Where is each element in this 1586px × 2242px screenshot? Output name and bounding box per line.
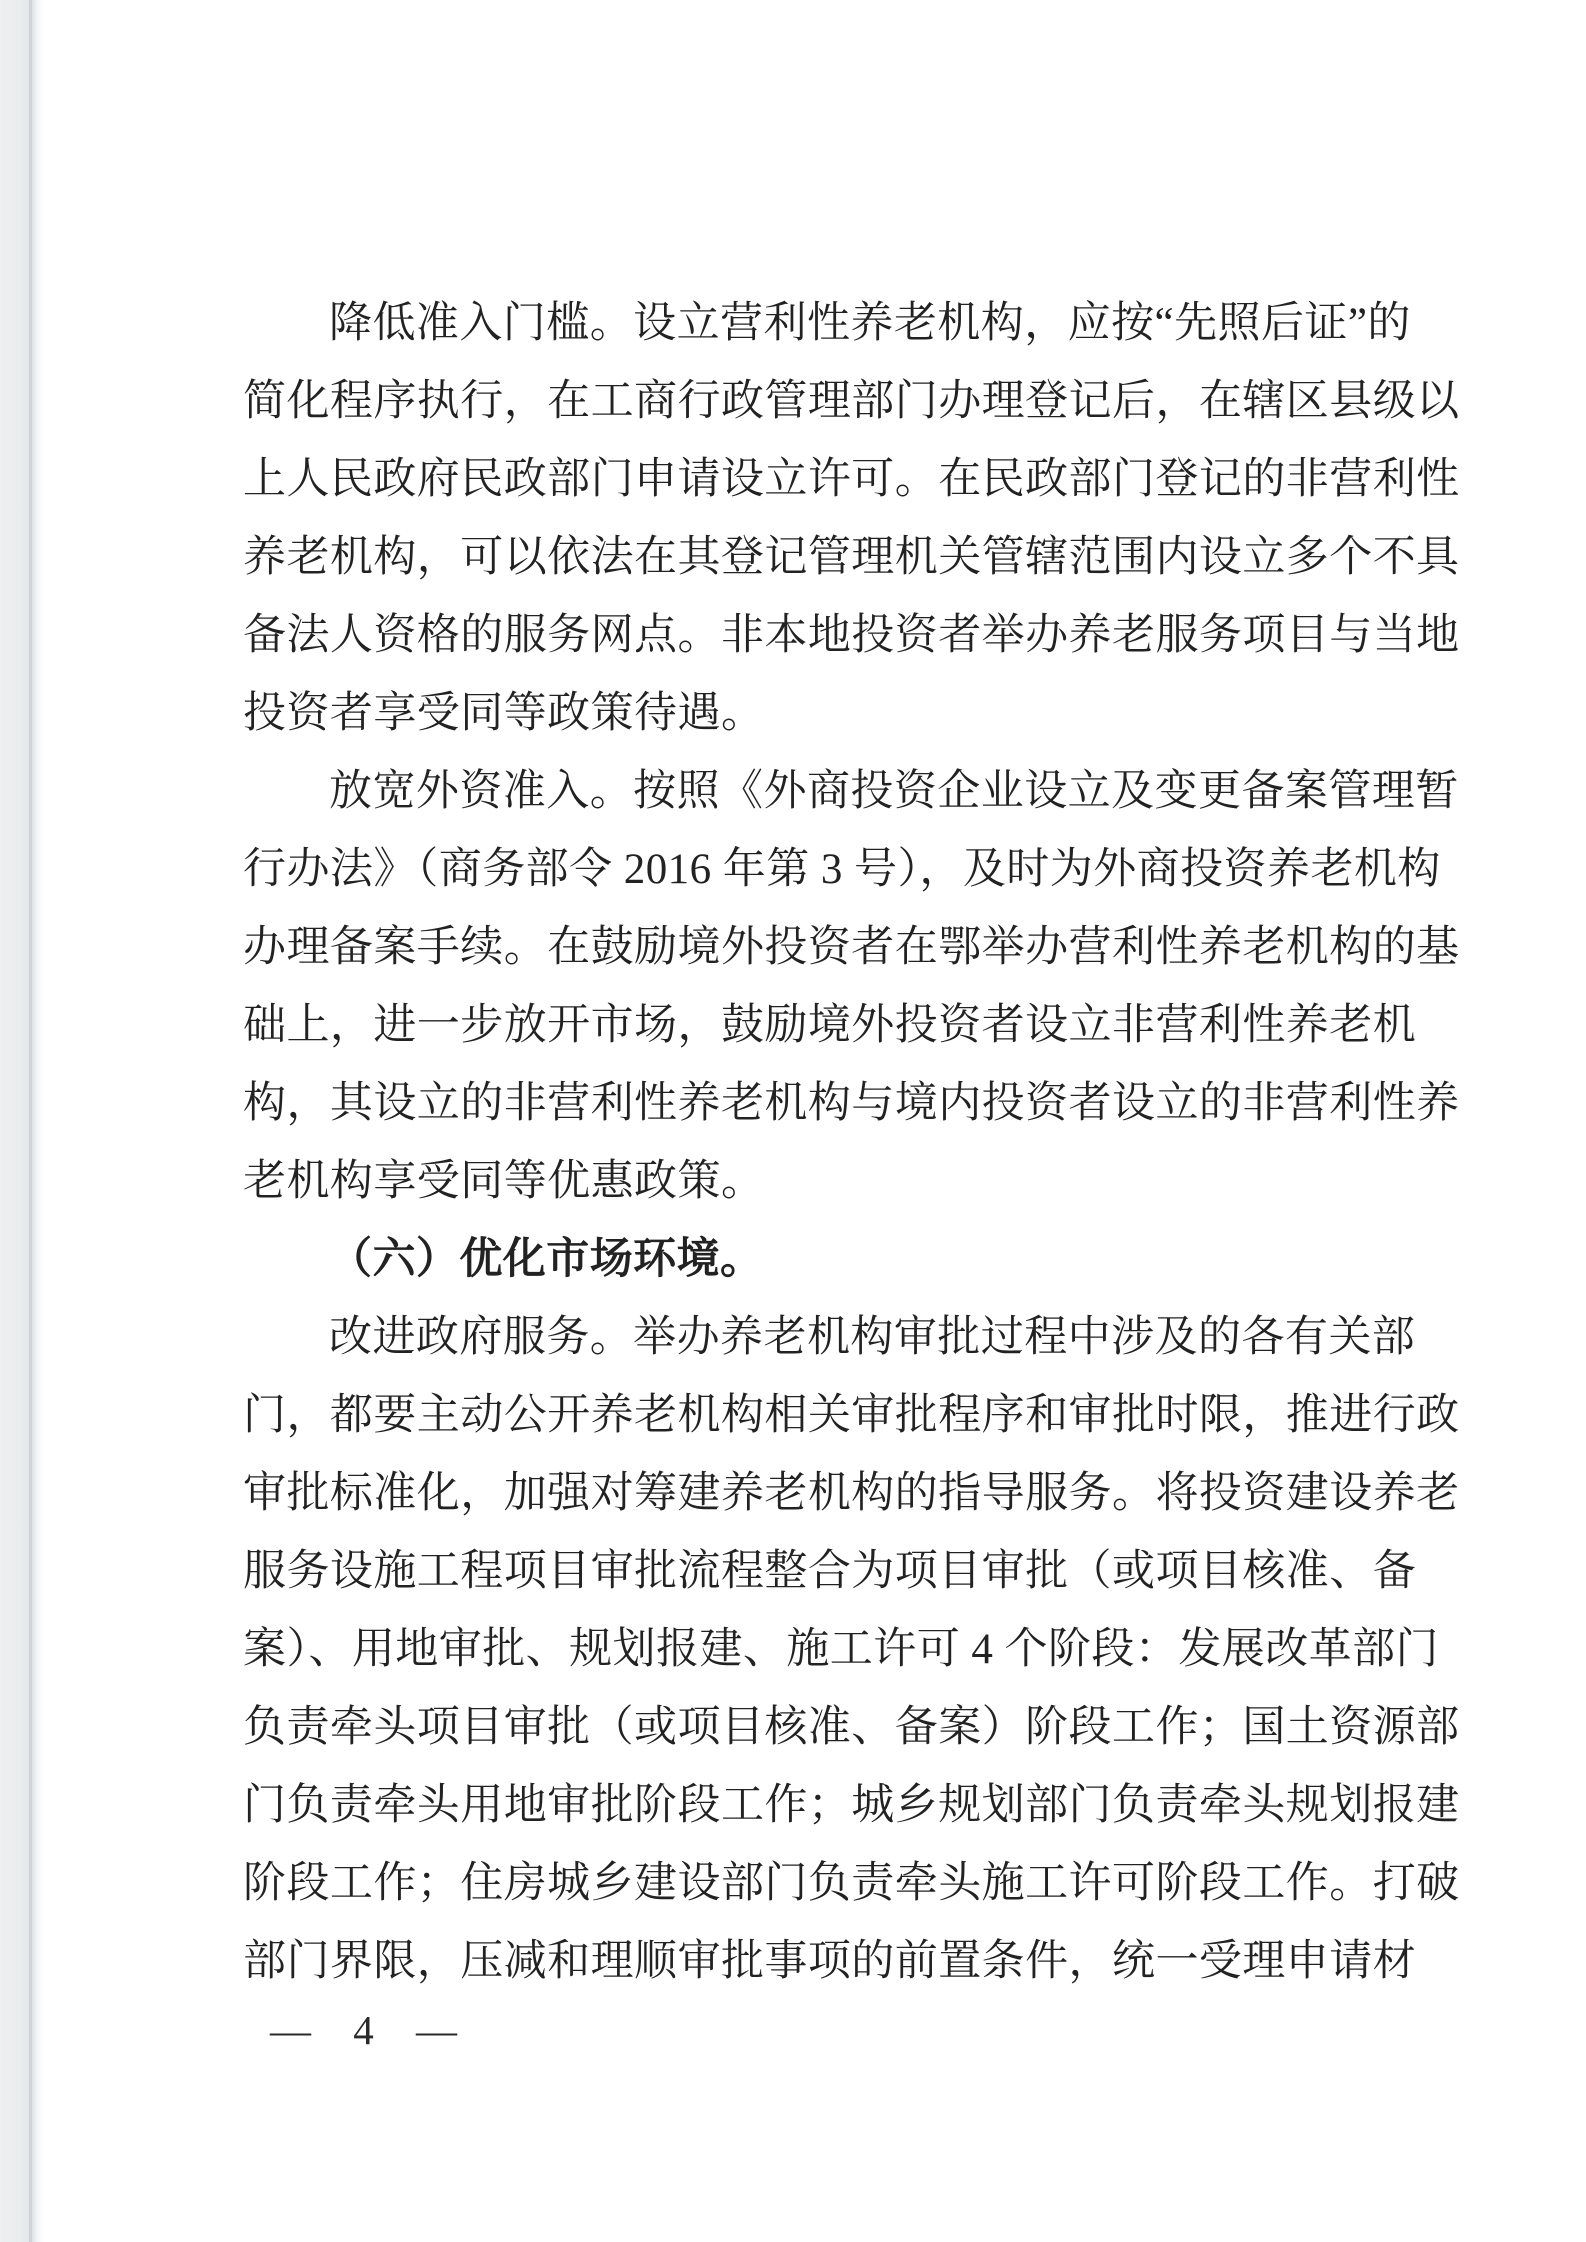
document-body (243, 285, 1460, 2001)
text-line: 服务设施工程项目审批流程整合为项目审批（或项目核准、备 (243, 1548, 1417, 1595)
text-line: 备法人资格的服务网点。非本地投资者举办养老服务项目与当地 (243, 612, 1460, 659)
text-line: 阶段工作；住房城乡建设部门负责牵头施工许可阶段工作。打破 (243, 1860, 1460, 1907)
text-line: 础上，进一步放开市场，鼓励境外投资者设立非营利性养老机 (243, 1002, 1417, 1049)
text-line: 放宽外资准入。按照《外商投资企业设立及变更备案管理暂 (329, 768, 1459, 815)
text-line: 办理备案手续。在鼓励境外投资者在鄂举办营利性养老机构的基 (243, 924, 1460, 971)
text-line: 改进政府服务。举办养老机构审批过程中涉及的各有关部 (329, 1314, 1416, 1361)
text-line: 老机构享受同等优惠政策。 (243, 1158, 765, 1205)
text-line: 部门界限，压减和理顺审批事项的前置条件，统一受理申请材 (243, 1938, 1417, 1985)
text-line: 门负责牵头用地审批阶段工作；城乡规划部门负责牵头规划报建 (243, 1782, 1460, 1829)
text-line: 构，其设立的非营利性养老机构与境内投资者设立的非营利性养 (243, 1080, 1460, 1127)
text-line: 养老机构，可以依法在其登记管理机关管辖范围内设立多个不具 (243, 534, 1460, 581)
text-line: 简化程序执行，在工商行政管理部门办理登记后，在辖区县级以 (243, 378, 1460, 425)
text-line: 审批标准化，加强对筹建养老机构的指导服务。将投资建设养老 (243, 1470, 1460, 1517)
text-line: 负责牵头项目审批（或项目核准、备案）阶段工作；国土资源部 (243, 1704, 1460, 1751)
text-line: 门，都要主动公开养老机构相关审批程序和审批时限，推进行政 (243, 1392, 1460, 1439)
scan-edge-artifact (0, 0, 44, 2242)
text-line: 行办法》（商务部令 2016 年第 3 号），及时为外商投资养老机构 (243, 846, 1441, 893)
text-line: 降低准入门槛。设立营利性养老机构，应按“先照后证”的 (329, 300, 1411, 347)
page-number: — 4 — (270, 2007, 463, 2053)
section-heading: （六）优化市场环境。 (329, 1236, 764, 1283)
text-line: 上人民政府民政部门申请设立许可。在民政部门登记的非营利性 (243, 456, 1460, 503)
text-line: 案）、用地审批、规划报建、施工许可 4 个阶段：发展改革部门 (243, 1626, 1439, 1673)
text-line: 投资者享受同等政策待遇。 (243, 690, 765, 737)
